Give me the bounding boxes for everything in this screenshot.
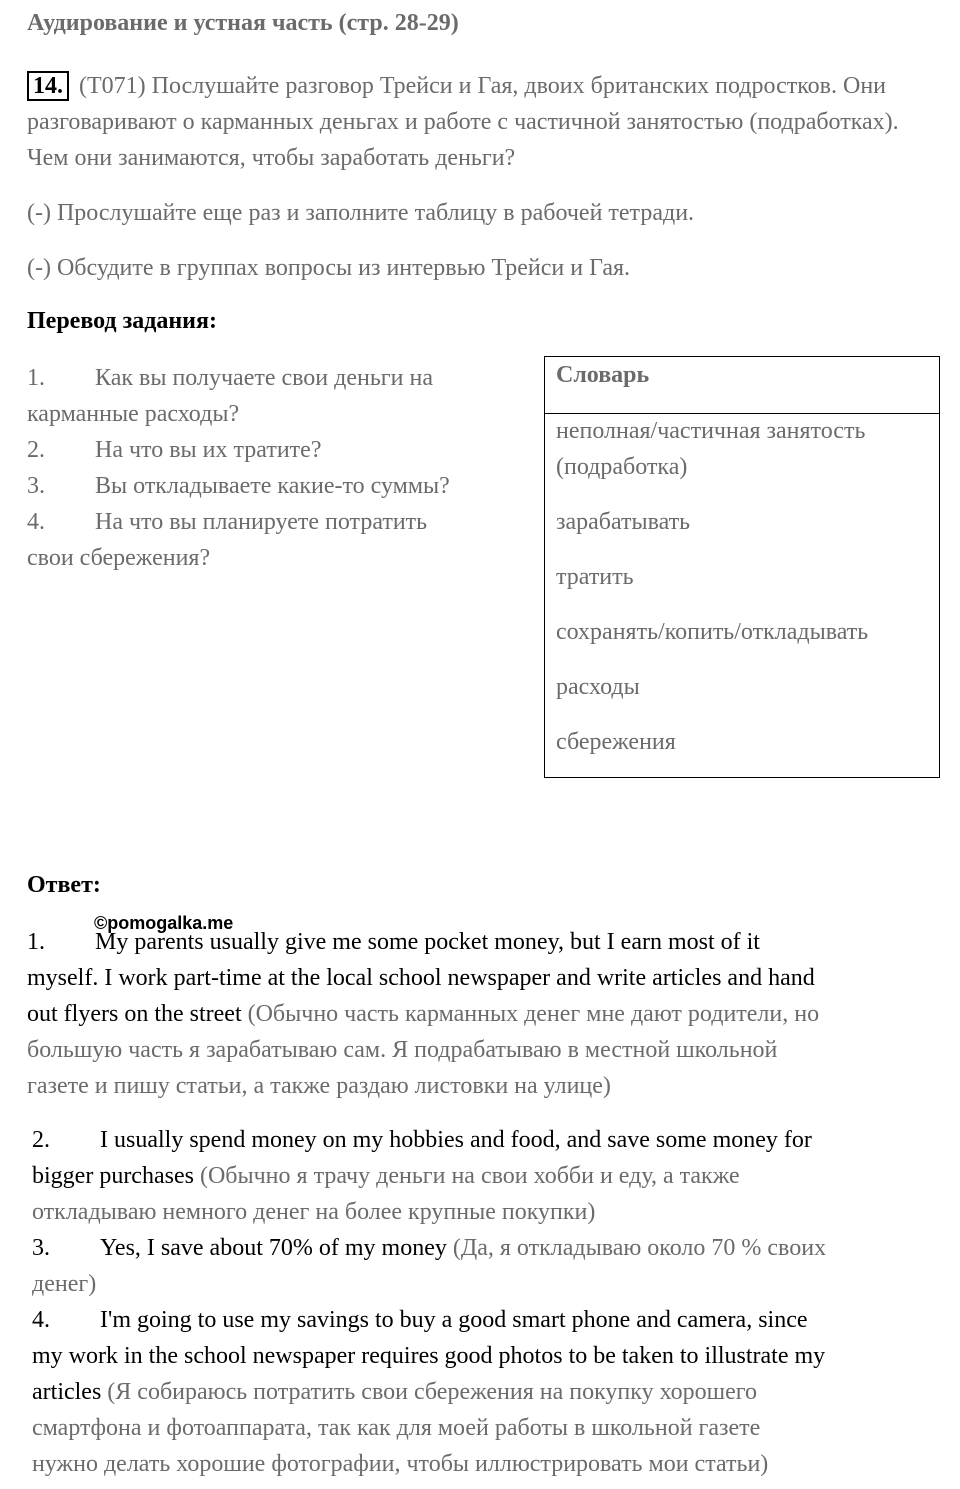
vocabulary-box bbox=[544, 356, 940, 778]
answer-text: myself. I work part-time at the local school newspaper and write articles and hand bbox=[27, 965, 815, 991]
task-text: (T071) Послушайте разговор Трейси и Гая, двоих британских подростков. Они разговаривают о карманных деньгах и работе с частичной занятостью (подработках). Чем они занимаются, чтобы заработать деньги? bbox=[27, 73, 899, 171]
task-block bbox=[27, 68, 932, 176]
answer-text: Yes, I save about 70% of my money bbox=[100, 1235, 447, 1261]
question-list bbox=[27, 360, 527, 576]
answer-number: 1. bbox=[27, 929, 45, 955]
question-item bbox=[27, 360, 527, 396]
task-step-2: (-) Обсудите в группах вопросы из интервью Трейси и Гая. bbox=[27, 255, 631, 281]
answer-translation: (Обычно часть карманных денег мне дают родители, но bbox=[241, 1001, 820, 1027]
question-text: Вы откладываете какие-то суммы? bbox=[95, 473, 450, 499]
question-cont: карманные расходы? bbox=[27, 401, 240, 427]
vocab-item: сохранять/копить/откладывать bbox=[556, 619, 869, 645]
translation-title: Перевод задания: bbox=[27, 308, 217, 334]
answer-text: my work in the school newspaper requires good photos to be taken to illustrate my bbox=[32, 1343, 826, 1369]
vocab-item: (подработка) bbox=[556, 454, 688, 480]
vocab-item: сбережения bbox=[556, 729, 676, 755]
answer-text: out flyers on the street bbox=[27, 1001, 242, 1027]
answer-text: articles bbox=[32, 1379, 102, 1405]
answer-translation: большую часть я зарабатываю сам. Я подрабатываю в местной школьной bbox=[27, 1037, 778, 1063]
vocab-item: тратить bbox=[556, 564, 634, 590]
answer-translation: газете и пишу статьи, а также раздаю листовки на улице) bbox=[27, 1073, 611, 1099]
answer-number: 3. bbox=[32, 1235, 50, 1261]
page-heading: Аудирование и устная часть (стр. 28-29) bbox=[27, 10, 459, 36]
vocab-item: неполная/частичная занятость bbox=[556, 418, 866, 444]
question-text: На что вы планируете потратить bbox=[95, 509, 428, 535]
question-text: На что вы их тратите? bbox=[95, 437, 322, 463]
answer-number: 2. bbox=[32, 1127, 50, 1153]
answer-text: bigger purchases bbox=[32, 1163, 194, 1189]
answer-1 bbox=[27, 924, 947, 1104]
question-text: Как вы получаете свои деньги на bbox=[95, 365, 433, 391]
vocab-item: зарабатывать bbox=[556, 509, 691, 535]
vocabulary-title: Словарь bbox=[545, 357, 939, 414]
answer-translation: смартфона и фотоаппарата, так как для моей работы в школьной газете bbox=[32, 1415, 761, 1441]
answer-text: I'm going to use my savings to buy a good smart phone and camera, since bbox=[100, 1307, 808, 1333]
question-number: 3. bbox=[27, 473, 45, 499]
task-number: 14. bbox=[27, 71, 69, 101]
question-item bbox=[27, 432, 527, 468]
answer-translation: денег) bbox=[32, 1271, 97, 1297]
watermark: ©pomogalka.me bbox=[94, 913, 234, 933]
answer-translation: (Обычно я трачу деньги на свои хобби и еду, а также bbox=[193, 1163, 740, 1189]
answer-translation: откладываю немного денег на более крупные покупки) bbox=[32, 1199, 596, 1225]
answer-title: Ответ: bbox=[27, 872, 101, 898]
question-item bbox=[27, 504, 527, 540]
answer-number: 4. bbox=[32, 1307, 50, 1333]
vocab-item: расходы bbox=[556, 674, 640, 700]
answer-text: My parents usually give me some pocket money, but I earn most of it bbox=[95, 929, 760, 955]
question-item bbox=[27, 468, 527, 504]
answer-text: I usually spend money on my hobbies and food, and save some money for bbox=[100, 1127, 812, 1153]
answer-translation: нужно делать хорошие фотографии, чтобы иллюстрировать мои статьи) bbox=[32, 1451, 769, 1477]
question-cont: свои сбережения? bbox=[27, 545, 211, 571]
answer-2 bbox=[32, 1122, 947, 1482]
question-number: 1. bbox=[27, 365, 45, 391]
question-number: 2. bbox=[27, 437, 45, 463]
question-number: 4. bbox=[27, 509, 45, 535]
task-step-1: (-) Прослушайте еще раз и заполните таблицу в рабочей тетради. bbox=[27, 200, 695, 226]
answer-translation: (Я собираюсь потратить свои сбережения на покупку хорошего bbox=[101, 1379, 758, 1405]
answer-translation: (Да, я откладываю около 70 % своих bbox=[446, 1235, 827, 1261]
